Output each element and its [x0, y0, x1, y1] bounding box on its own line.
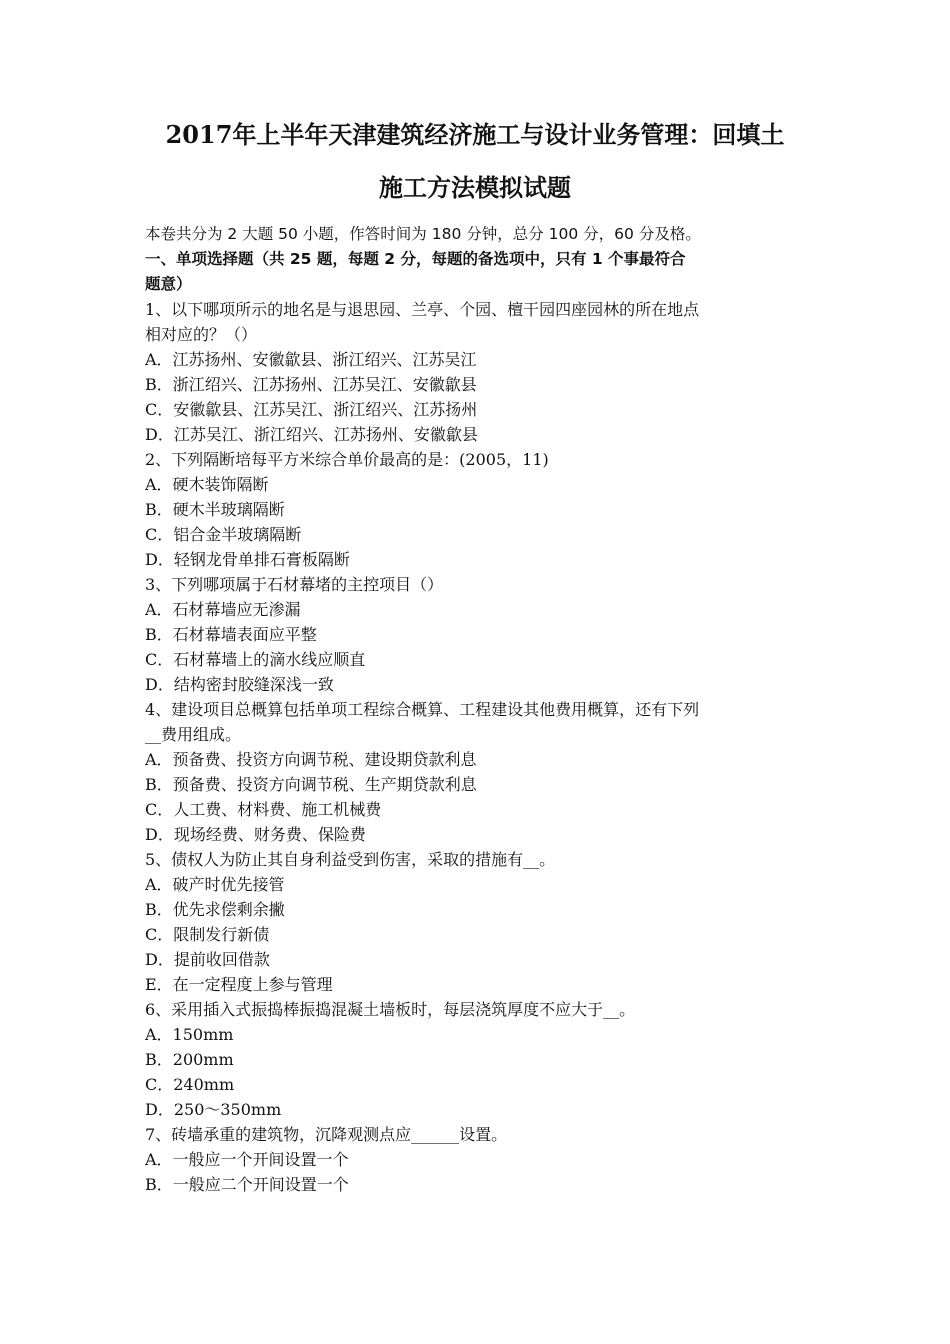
- document-body: [145, 222, 810, 1197]
- question-1-option-b: B．浙江绍兴、江苏扬州、江苏吴江、安徽歙县: [145, 375, 477, 394]
- page-title-line-1: 2017年上半年天津建筑经济施工与设计业务管理：回填土: [165, 120, 785, 149]
- question-3-option-c: C．石材幕墙上的滴水线应顺直: [145, 650, 366, 669]
- question-3-option-a: A．石材幕墙应无渗漏: [145, 600, 301, 619]
- page-title-line-2: 施工方法模拟试题: [379, 173, 571, 202]
- question-4-option-a: A．预备费、投资方向调节税、建设期贷款利息: [145, 750, 477, 769]
- question-6-option-c: C．240mm: [145, 1075, 235, 1094]
- question-5-text: 5、债权人为防止其自身利益受到伤害，采取的措施有__。: [145, 850, 556, 869]
- question-6-option-a: A．150mm: [145, 1025, 234, 1044]
- question-4-text: 4、建设项目总概算包括单项工程综合概算、工程建设其他费用概算，还有下列: [145, 700, 700, 719]
- question-2-option-b: B．硬木半玻璃隔断: [145, 500, 285, 519]
- question-6-text: 6、采用插入式振捣棒振捣混凝土墙板时，每层浇筑厚度不应大于__。: [145, 1000, 636, 1019]
- question-2-option-a: A．硬木装饰隔断: [145, 475, 269, 494]
- section-header-line-2: 题意）: [145, 275, 192, 293]
- question-5-option-a: A．破产时优先接管: [145, 875, 285, 894]
- question-4-text-cont: __费用组成。: [145, 725, 242, 744]
- question-3-option-d: D．结构密封胶缝深浅一致: [145, 675, 334, 694]
- question-1-option-d: D．江苏吴江、浙江绍兴、江苏扬州、安徽歙县: [145, 425, 478, 444]
- exam-intro: 本卷共分为 2 大题 50 小题，作答时间为 180 分钟，总分 100 分，60 分及格。: [145, 225, 701, 243]
- section-header-line-1: 一、单项选择题（共 25 题，每题 2 分，每题的备选项中，只有 1 个事最符合: [145, 250, 686, 268]
- question-1-option-c: C．安徽歙县、江苏吴江、浙江绍兴、江苏扬州: [145, 400, 478, 419]
- question-4-option-d: D．现场经费、财务费、保险费: [145, 825, 366, 844]
- question-7-option-a: A．一般应一个开间设置一个: [145, 1150, 349, 1169]
- question-2-option-d: D．轻钢龙骨单排石膏板隔断: [145, 550, 350, 569]
- question-1-text-cont: 相对应的？（）: [145, 325, 258, 344]
- question-7-option-b: B．一般应二个开间设置一个: [145, 1175, 349, 1194]
- question-1-text: 1、以下哪项所示的地名是与退思园、兰亭、个园、檀干园四座园林的所在地点: [145, 300, 700, 319]
- question-5-option-b: B．优先求偿剩余撇: [145, 900, 285, 919]
- question-5-option-d: D．提前收回借款: [145, 950, 270, 969]
- question-2-text: 2、下列隔断培每平方米综合单价最高的是：(2005，11): [145, 450, 549, 469]
- question-5-option-e: E．在一定程度上参与管理: [145, 975, 333, 994]
- question-7-text: 7、砖墙承重的建筑物，沉降观测点应______设置。: [145, 1125, 508, 1144]
- question-6-option-b: B．200mm: [145, 1050, 234, 1069]
- question-1-option-a: A．江苏扬州、安徽歙县、浙江绍兴、江苏吴江: [145, 350, 477, 369]
- question-3-option-b: B．石材幕墙表面应平整: [145, 625, 317, 644]
- question-3-text: 3、下列哪项属于石材幕堵的主控项目（）: [145, 575, 444, 594]
- question-4-option-c: C．人工费、材料费、施工机械费: [145, 800, 382, 819]
- question-4-option-b: B．预备费、投资方向调节税、生产期贷款利息: [145, 775, 477, 794]
- question-2-option-c: C．铝合金半玻璃隔断: [145, 525, 302, 544]
- question-5-option-c: C．限制发行新债: [145, 925, 270, 944]
- question-6-option-d: D．250～350mm: [145, 1100, 282, 1119]
